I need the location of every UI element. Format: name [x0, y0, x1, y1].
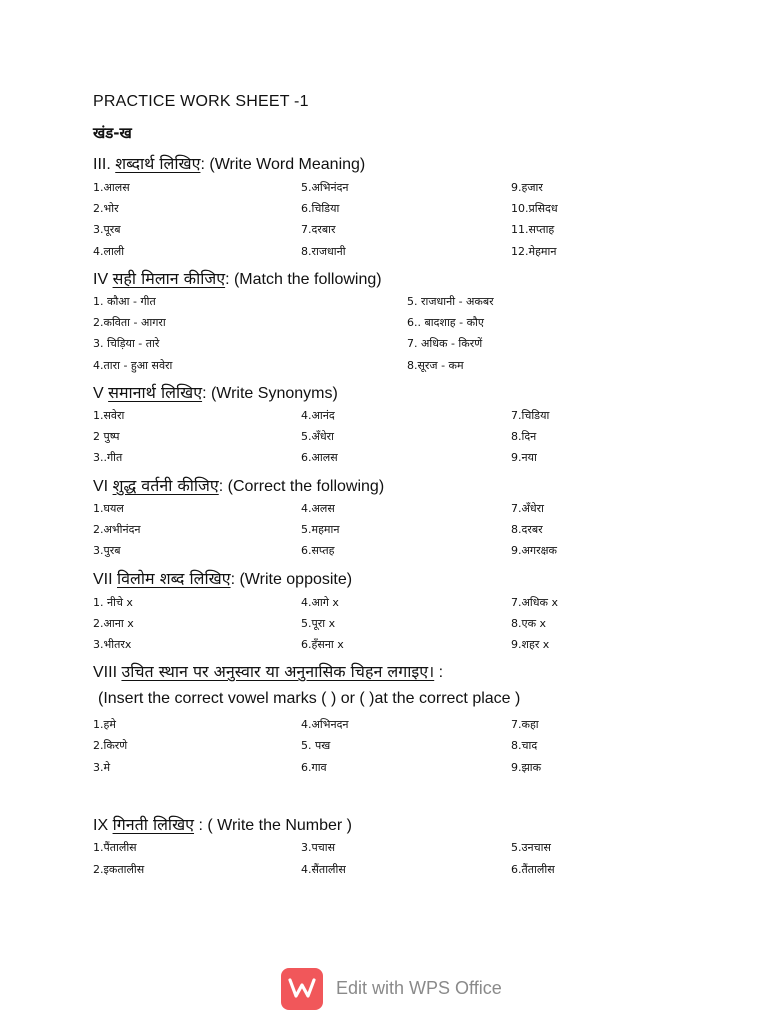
list-item: 11.सप्ताह — [511, 223, 555, 236]
table-row — [93, 336, 653, 354]
section-number: III. — [93, 156, 116, 173]
table-row — [93, 450, 653, 468]
wps-edit-banner[interactable] — [281, 968, 511, 1010]
section-hindi-title: शब्दार्थ लिखिए — [115, 154, 201, 173]
table-row — [93, 429, 653, 447]
section-hindi-title: गिनती लिखिए — [112, 815, 195, 834]
section-number: VI — [93, 478, 113, 495]
list-item: 1.सवेरा — [93, 409, 125, 422]
section-hindi-title: सही मिलान कीजिए — [112, 269, 226, 288]
table-row — [93, 180, 653, 198]
list-item: 8.चाद — [511, 739, 538, 752]
list-item: 3.पुरब — [93, 544, 121, 557]
list-item: 8.दिन — [511, 430, 537, 443]
table-row — [93, 408, 653, 426]
list-item: 5.महमान — [301, 523, 340, 536]
table-row — [93, 358, 653, 376]
list-item: 1.आलस — [93, 181, 130, 194]
list-item: 7.दरबार — [301, 223, 336, 236]
list-item: 4.आनंद — [301, 409, 335, 422]
list-item: 6.तैंतालीस — [511, 863, 555, 876]
list-item: 9.हजार — [511, 181, 543, 194]
list-item: 9.नया — [511, 451, 537, 464]
section-number: V — [93, 385, 109, 402]
list-item: 3.भीतरx — [93, 638, 132, 651]
list-item: 2.किरणे — [93, 739, 128, 752]
list-item: 3.पचास — [301, 841, 336, 854]
table-row — [93, 637, 653, 655]
list-item: 4.आगे x — [301, 596, 339, 609]
table-row — [93, 522, 653, 540]
table-row — [93, 222, 653, 240]
list-item: 2 पुष्प — [93, 430, 120, 443]
list-item: 2.आना x — [93, 617, 134, 630]
list-item: 3.पूरब — [93, 223, 121, 236]
list-item: 6.. बादशाह - कौए — [407, 316, 484, 329]
list-item: 1.घयल — [93, 502, 124, 515]
table-row — [93, 294, 653, 312]
list-item: 9.झाक — [511, 761, 542, 774]
list-item: 6.चिडिया — [301, 202, 340, 215]
table-row — [93, 760, 653, 778]
list-item: 10.प्रसिदध — [511, 202, 558, 215]
section-hindi-title: शुद्ध वर्तनी कीजिए — [112, 476, 219, 495]
list-item: 1.पैंतालीस — [93, 841, 137, 854]
list-item: 5.पूरा x — [301, 617, 336, 630]
section-number: IV — [93, 271, 113, 288]
list-item: 5. पख — [301, 739, 331, 752]
section-number: VII — [93, 571, 118, 588]
list-item: 1. नीचे x — [93, 596, 133, 609]
wps-logo-icon — [281, 968, 323, 1010]
section-english-title: : (Correct the following) — [218, 478, 385, 495]
list-item: 4.अलस — [301, 502, 335, 515]
list-item: 3. चिड़िया - तारे — [93, 337, 160, 350]
list-item: 4.सैंतालीस — [301, 863, 346, 876]
section-hindi-title: विलोम शब्द लिखिए — [117, 569, 231, 588]
section-hindi-title: समानार्थ लिखिए — [108, 383, 203, 402]
section-heading-vowel-marks — [93, 660, 443, 682]
table-row — [93, 501, 653, 519]
table-row — [93, 315, 653, 333]
section-heading-match — [93, 267, 382, 289]
table-row — [93, 738, 653, 756]
section-english-title: : (Write opposite) — [230, 571, 353, 588]
subsection-label: खंड-ख — [93, 124, 132, 142]
list-item: 2.कविता - आगरा — [93, 316, 166, 329]
section-number: VIII — [93, 664, 122, 681]
list-item: 4.अभिनदन — [301, 718, 349, 731]
list-item: 9.अगरक्षक — [511, 544, 557, 557]
worksheet-title: PRACTICE WORK SHEET -1 — [93, 93, 309, 110]
list-item: 7.चिडिया — [511, 409, 550, 422]
section-number: IX — [93, 817, 113, 834]
list-item: 5.अभिनंदन — [301, 181, 349, 194]
table-row — [93, 616, 653, 634]
section-heading-synonyms — [93, 381, 338, 403]
list-item: 2.इकतालीस — [93, 863, 145, 876]
section-english-title: : (Match the following) — [225, 271, 382, 288]
section-hindi-title: उचित स्थान पर अनुस्वार या अनुनासिक चिहन लगाइए। — [121, 662, 435, 681]
list-item: 2.अभीनंदन — [93, 523, 141, 536]
list-item: 6.गाव — [301, 761, 327, 774]
list-item: 8.राजधानी — [301, 245, 346, 258]
list-item: 12.मेहमान — [511, 245, 557, 258]
list-item: 7.अँधेरा — [511, 502, 545, 515]
list-item: 9.शहर x — [511, 638, 550, 651]
section-english-title: : (Write Synonyms) — [202, 385, 338, 402]
list-item: 4.लाली — [93, 245, 125, 258]
section-instruction: (Insert the correct vowel marks ( ) or ( )at the correct place ) — [98, 690, 521, 707]
list-item: 6.सप्तह — [301, 544, 335, 557]
section-english-title: : ( Write the Number ) — [194, 817, 352, 834]
list-item: 7.अधिक x — [511, 596, 558, 609]
list-item: 5.अँधेरा — [301, 430, 335, 443]
list-item: 6.आलस — [301, 451, 338, 464]
list-item: 6.हँसना x — [301, 638, 344, 651]
list-item: 3..गीत — [93, 451, 123, 464]
wps-edit-label[interactable]: Edit with WPS Office — [336, 978, 502, 998]
list-item: 1. कौआ - गीत — [93, 295, 156, 308]
section-english-title: : — [434, 664, 444, 681]
list-item: 4.तारा - हुआ सवेरा — [93, 359, 173, 372]
table-row — [93, 201, 653, 219]
list-item: 1.हमे — [93, 718, 116, 731]
section-heading-word-meaning — [93, 152, 365, 174]
list-item: 2.भोर — [93, 202, 119, 215]
table-row — [93, 244, 653, 262]
section-heading-numbers — [93, 813, 352, 835]
list-item: 3.मे — [93, 761, 111, 774]
list-item: 5. राजधानी - अकबर — [407, 295, 494, 308]
list-item: 8.एक x — [511, 617, 547, 630]
table-row — [93, 862, 653, 880]
table-row — [93, 840, 653, 858]
section-heading-opposite — [93, 567, 352, 589]
section-heading-correct-spelling — [93, 474, 384, 496]
section-english-title: : (Write Word Meaning) — [200, 156, 366, 173]
list-item: 7. अधिक - किरणें — [407, 337, 483, 350]
list-item: 7.कहा — [511, 718, 539, 731]
list-item: 8.दरबर — [511, 523, 543, 536]
list-item: 5.उनचास — [511, 841, 551, 854]
list-item: 8.सूरज - कम — [407, 359, 464, 372]
table-row — [93, 543, 653, 561]
table-row — [93, 595, 653, 613]
table-row — [93, 717, 653, 735]
